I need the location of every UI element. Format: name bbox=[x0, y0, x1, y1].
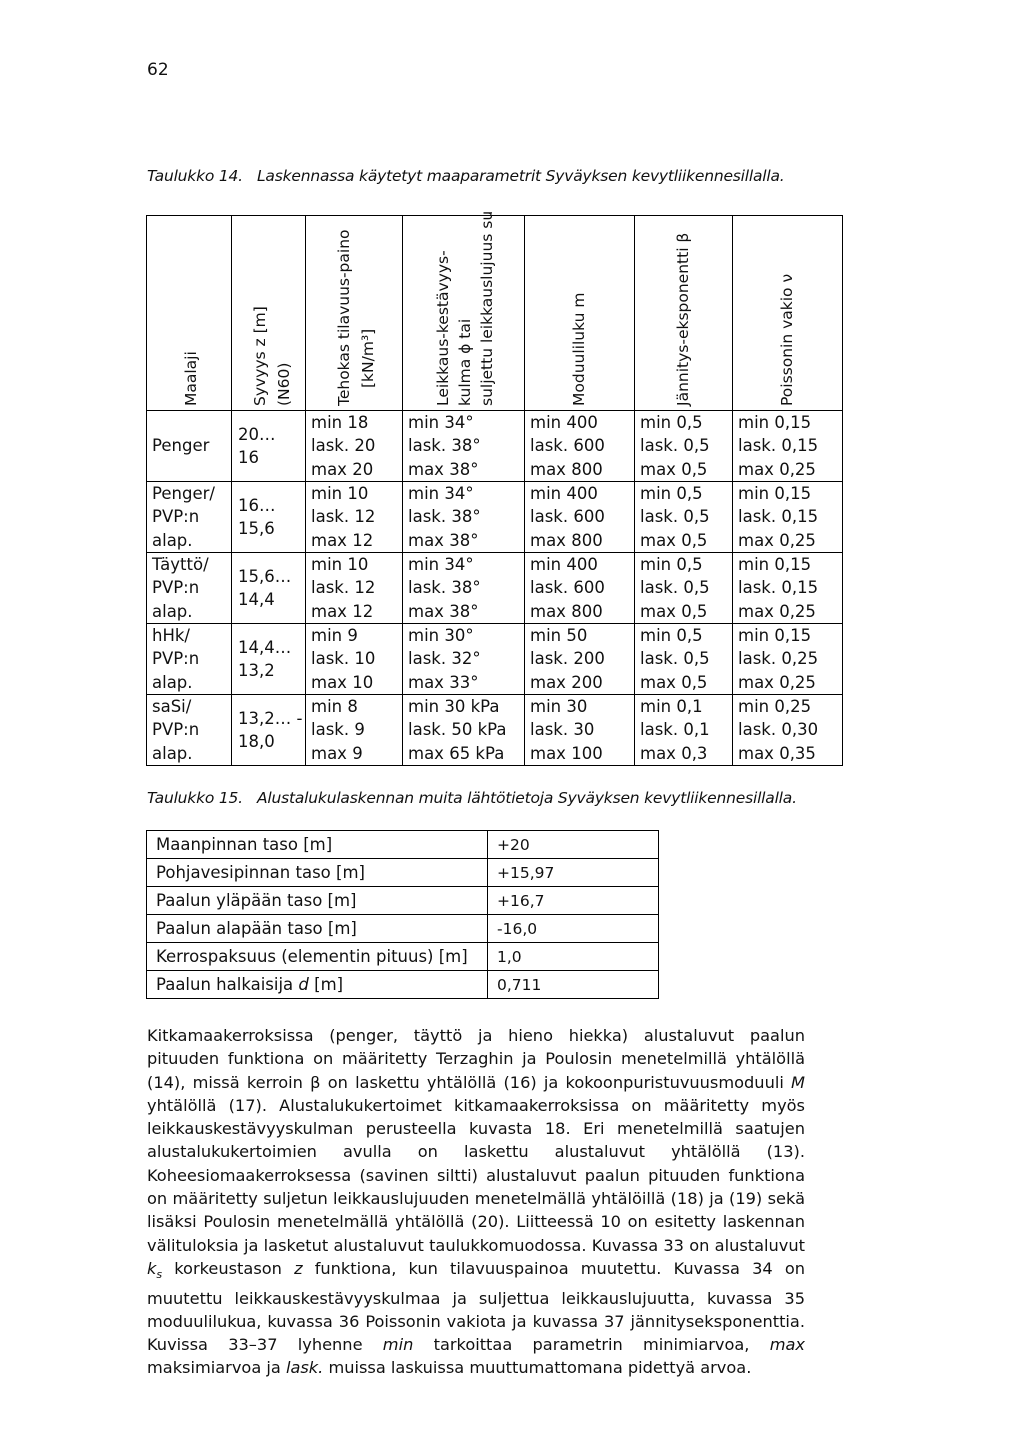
cell-line: 13,2 bbox=[238, 661, 275, 680]
caption-text: Alustalukulaskennan muita lähtötietoja Syväyksen kevytliikennesillalla. bbox=[257, 789, 797, 807]
cell-line: lask. 0,1 bbox=[640, 720, 710, 740]
cell-line: min 30 bbox=[530, 697, 588, 717]
cell-line: max 65 kPa bbox=[408, 743, 505, 763]
cell-line: Täyttö/ bbox=[152, 555, 209, 575]
cell-line: 16 bbox=[238, 448, 259, 467]
cell-line: min 0,15 bbox=[738, 626, 812, 646]
cell-line: hHk/ bbox=[152, 626, 190, 646]
cell-line: max 0,25 bbox=[738, 459, 816, 479]
cell-line: max 38° bbox=[408, 601, 479, 621]
cell-line: max 20 bbox=[311, 459, 374, 479]
row-label: Paalun yläpään taso [m] bbox=[147, 887, 488, 915]
cell-line: min 400 bbox=[530, 413, 598, 433]
cell-line: min 0,5 bbox=[640, 484, 703, 504]
cell-line: PVP:n bbox=[152, 507, 200, 527]
cell-line: alap. bbox=[152, 672, 193, 692]
table-row bbox=[147, 553, 843, 624]
cell-line: min 9 bbox=[311, 626, 358, 646]
cell-friction bbox=[403, 411, 525, 482]
cell-line: min 0,15 bbox=[738, 413, 812, 433]
cell-line: lask. 9 bbox=[311, 720, 365, 740]
cell-line: max 0,5 bbox=[640, 601, 708, 621]
cell-line: min 30° bbox=[408, 626, 474, 646]
text-run: korkeustason bbox=[162, 1258, 295, 1278]
row-label: Pohjavesipinnan taso [m] bbox=[147, 859, 488, 887]
cell-friction bbox=[403, 553, 525, 624]
table-14-caption bbox=[147, 167, 785, 185]
cell-line: max 38° bbox=[408, 459, 479, 479]
cell-layer bbox=[147, 553, 232, 624]
cell-line: alap. bbox=[152, 743, 193, 763]
cell-line: min 30 kPa bbox=[408, 697, 500, 717]
cell-line: 15,6 bbox=[238, 519, 275, 538]
cell-line: min 0,25 bbox=[738, 697, 812, 717]
header-syvyys: Syvyys z [m] (N60) bbox=[232, 216, 306, 411]
cell-line: max 0,5 bbox=[640, 672, 708, 692]
cell-weight bbox=[306, 624, 403, 695]
row-value: -16,0 bbox=[488, 915, 659, 943]
cell-line: 14,4… bbox=[238, 637, 292, 657]
cell-line: min 10 bbox=[311, 555, 369, 575]
text-run: M bbox=[791, 1072, 805, 1092]
cell-modulus bbox=[525, 482, 635, 553]
header-moduuliluku: Moduuliluku m bbox=[525, 216, 635, 411]
cell-line: lask. 30 bbox=[530, 720, 595, 740]
cell-line: min 18 bbox=[311, 413, 369, 433]
cell-beta bbox=[635, 553, 733, 624]
cell-layer bbox=[147, 695, 232, 766]
cell-weight bbox=[306, 411, 403, 482]
cell-modulus bbox=[525, 624, 635, 695]
text-run: max bbox=[769, 1335, 805, 1355]
table-row bbox=[147, 971, 659, 999]
cell-line: max 0,5 bbox=[640, 530, 708, 550]
cell-layer bbox=[147, 411, 232, 482]
row-value: +20 bbox=[488, 831, 659, 859]
cell-weight bbox=[306, 553, 403, 624]
cell-beta bbox=[635, 411, 733, 482]
text-run: Kitkamaakerroksissa (penger, täyttö ja hieno hiekka) alustaluvut paalun pituuden funktiona on määritetty Terzaghin ja Poulosin menetelmillä yhtälöllä (14), missä kerroin β on laskettu yhtälöllä (16) ja kokoonpuristuvuusmoduuli bbox=[147, 1026, 805, 1092]
cell-depth bbox=[232, 553, 306, 624]
row-label: Paalun alapään taso [m] bbox=[147, 915, 488, 943]
cell-line: min 34° bbox=[408, 413, 474, 433]
row-label: Paalun halkaisija d [m] bbox=[147, 971, 488, 999]
paragraph-text bbox=[147, 1024, 805, 1380]
cell-line: max 10 bbox=[311, 672, 374, 692]
text-run: k bbox=[147, 1258, 157, 1278]
cell-line: lask. 0,30 bbox=[738, 720, 819, 740]
input-data-table bbox=[146, 830, 659, 999]
caption-text: Laskennassa käytetyt maaparametrit Syväyksen kevytliikennesillalla. bbox=[257, 167, 785, 185]
header-tilavuuspaino: Tehokas tilavuus-paino [kN/m³] bbox=[306, 216, 403, 411]
table-row bbox=[147, 695, 843, 766]
header-maalaji: Maalaji bbox=[147, 216, 232, 411]
cell-line: Penger bbox=[152, 436, 210, 456]
cell-beta bbox=[635, 695, 733, 766]
cell-line: max 33° bbox=[408, 672, 479, 692]
cell-weight bbox=[306, 695, 403, 766]
cell-poisson bbox=[733, 482, 843, 553]
cell-line: Penger/ bbox=[152, 484, 215, 504]
cell-line: 20… bbox=[238, 424, 276, 444]
cell-line: 13,2… - bbox=[238, 708, 303, 728]
cell-line: lask. 12 bbox=[311, 578, 376, 598]
cell-line: lask. 600 bbox=[530, 507, 605, 527]
cell-depth bbox=[232, 695, 306, 766]
cell-line: lask. 50 kPa bbox=[408, 720, 507, 740]
cell-line: lask. 200 bbox=[530, 649, 605, 669]
text-run: s bbox=[156, 1268, 163, 1282]
header-jannityseksponentti: Jännitys-eksponentti β bbox=[635, 216, 733, 411]
caption-number: Taulukko 14. bbox=[147, 167, 243, 185]
cell-line: max 9 bbox=[311, 743, 363, 763]
cell-line: lask. 600 bbox=[530, 436, 605, 456]
cell-line: lask. 38° bbox=[408, 507, 481, 527]
cell-line: 14,4 bbox=[238, 590, 275, 609]
soil-parameters-table bbox=[146, 210, 843, 766]
text-run: muissa laskuissa muuttumattomana pidettyä arvoa. bbox=[323, 1358, 752, 1378]
cell-modulus bbox=[525, 411, 635, 482]
cell-friction bbox=[403, 624, 525, 695]
cell-line: lask. 38° bbox=[408, 578, 481, 598]
cell-line: max 0,3 bbox=[640, 743, 708, 763]
header-row bbox=[147, 216, 843, 411]
cell-line: PVP:n bbox=[152, 649, 200, 669]
table-row bbox=[147, 887, 659, 915]
table-row bbox=[147, 411, 843, 482]
cell-line: lask. 32° bbox=[408, 649, 481, 669]
page-number: 62 bbox=[147, 60, 169, 80]
cell-line: max 0,25 bbox=[738, 601, 816, 621]
text-run: yhtälöllä (17). Alustalukukertoimet kitkamaakerroksissa on määritetty myös leikkauskestävyyskulman perusteella kuvasta 18. Eri menetelmillä saatujen alustalukukertoimien avulla on laskettu alustaluvut yhtälöllä (13). Koheesiomaakerroksessa (savinen siltti) alustaluvut paalun pituuden funktiona on määritetty suljetun leikkauslujuuden menetelmällä yhtälöillä (18) ja (19) sekä lisäksi Poulosin menetelmällä yhtälöllä (20). Liitteessä 10 on esitetty laskennan välituloksia ja lasketut alustaluvut taulukkomuodossa. Kuvassa 33 on alustaluvut bbox=[147, 1095, 805, 1255]
cell-line: min 0,1 bbox=[640, 697, 703, 717]
cell-line: min 50 bbox=[530, 626, 588, 646]
cell-line: min 400 bbox=[530, 555, 598, 575]
cell-line: min 34° bbox=[408, 555, 474, 575]
cell-line: lask. 0,15 bbox=[738, 578, 819, 598]
cell-line: alap. bbox=[152, 530, 193, 550]
cell-line: min 0,15 bbox=[738, 484, 812, 504]
cell-line: min 0,15 bbox=[738, 555, 812, 575]
row-value: 1,0 bbox=[488, 943, 659, 971]
cell-layer bbox=[147, 624, 232, 695]
cell-line: lask. 0,15 bbox=[738, 436, 819, 456]
text-run: z bbox=[294, 1258, 303, 1278]
cell-line: min 34° bbox=[408, 484, 474, 504]
cell-line: PVP:n bbox=[152, 720, 200, 740]
text-run: funktiona, kun tilavuuspainoa muutettu. Kuvassa 34 on muutettu leikkauskestävyyskulmaa ja suljettua leikkauslujuutta, kuvassa 35 moduulilukua, kuvassa 36 Poissonin vakiota ja kuvassa 37 jännityseksponenttia. Kuvissa 33–37 lyhenne bbox=[147, 1258, 805, 1355]
cell-line: max 12 bbox=[311, 530, 374, 550]
table-row bbox=[147, 943, 659, 971]
cell-line: lask. 12 bbox=[311, 507, 376, 527]
cell-poisson bbox=[733, 411, 843, 482]
cell-line: max 0,35 bbox=[738, 743, 816, 763]
cell-line: max 0,25 bbox=[738, 672, 816, 692]
cell-line: 18,0 bbox=[238, 732, 275, 751]
cell-line: lask. 0,25 bbox=[738, 649, 819, 669]
cell-beta bbox=[635, 482, 733, 553]
cell-poisson bbox=[733, 695, 843, 766]
cell-poisson bbox=[733, 553, 843, 624]
table-row bbox=[147, 859, 659, 887]
table-row bbox=[147, 831, 659, 859]
text-run: tarkoittaa parametrin minimiarvoa, bbox=[413, 1335, 770, 1355]
cell-line: max 800 bbox=[530, 459, 603, 479]
table-row bbox=[147, 624, 843, 695]
cell-line: lask. 20 bbox=[311, 436, 376, 456]
cell-line: lask. 0,5 bbox=[640, 578, 710, 598]
cell-line: lask. 0,5 bbox=[640, 507, 710, 527]
cell-line: max 0,25 bbox=[738, 530, 816, 550]
cell-line: lask. 38° bbox=[408, 436, 481, 456]
cell-line: alap. bbox=[152, 601, 193, 621]
cell-line: lask. 0,15 bbox=[738, 507, 819, 527]
header-poisson: Poissonin vakio ν bbox=[733, 216, 843, 411]
cell-line: min 0,5 bbox=[640, 555, 703, 575]
row-value: 0,711 bbox=[488, 971, 659, 999]
cell-line: max 200 bbox=[530, 672, 603, 692]
cell-line: PVP:n bbox=[152, 578, 200, 598]
cell-depth bbox=[232, 411, 306, 482]
cell-depth bbox=[232, 482, 306, 553]
cell-layer bbox=[147, 482, 232, 553]
cell-weight bbox=[306, 482, 403, 553]
row-label: Maanpinnan taso [m] bbox=[147, 831, 488, 859]
cell-line: min 400 bbox=[530, 484, 598, 504]
table-row bbox=[147, 482, 843, 553]
cell-line: min 8 bbox=[311, 697, 358, 717]
text-run: min bbox=[382, 1335, 414, 1355]
cell-line: max 800 bbox=[530, 530, 603, 550]
cell-line: lask. 0,5 bbox=[640, 436, 710, 456]
cell-line: saSi/ bbox=[152, 697, 192, 717]
cell-line: 16… bbox=[238, 495, 276, 515]
text-run: lask. bbox=[285, 1358, 324, 1378]
cell-line: min 0,5 bbox=[640, 626, 703, 646]
cell-line: max 100 bbox=[530, 743, 603, 763]
body-paragraph bbox=[147, 1024, 805, 1380]
cell-modulus bbox=[525, 695, 635, 766]
cell-depth bbox=[232, 624, 306, 695]
cell-line: max 800 bbox=[530, 601, 603, 621]
cell-line: lask. 0,5 bbox=[640, 649, 710, 669]
table-row bbox=[147, 915, 659, 943]
cell-friction bbox=[403, 482, 525, 553]
cell-beta bbox=[635, 624, 733, 695]
cell-friction bbox=[403, 695, 525, 766]
cell-line: min 0,5 bbox=[640, 413, 703, 433]
caption-number: Taulukko 15. bbox=[147, 789, 243, 807]
table-15-caption bbox=[147, 789, 797, 807]
header-leikkauskestavyys: Leikkaus-kestävyys- kulma ϕ tai suljettu leikkauslujuus su bbox=[403, 216, 525, 411]
row-label: Kerrospaksuus (elementin pituus) [m] bbox=[147, 943, 488, 971]
cell-line: lask. 600 bbox=[530, 578, 605, 598]
cell-line: lask. 10 bbox=[311, 649, 376, 669]
cell-modulus bbox=[525, 553, 635, 624]
cell-line: min 10 bbox=[311, 484, 369, 504]
text-run: maksimiarvoa ja bbox=[147, 1358, 286, 1378]
cell-poisson bbox=[733, 624, 843, 695]
cell-line: max 12 bbox=[311, 601, 374, 621]
cell-line: max 0,5 bbox=[640, 459, 708, 479]
row-value: +16,7 bbox=[488, 887, 659, 915]
cell-line: 15,6… bbox=[238, 566, 292, 586]
cell-line: max 38° bbox=[408, 530, 479, 550]
row-value: +15,97 bbox=[488, 859, 659, 887]
